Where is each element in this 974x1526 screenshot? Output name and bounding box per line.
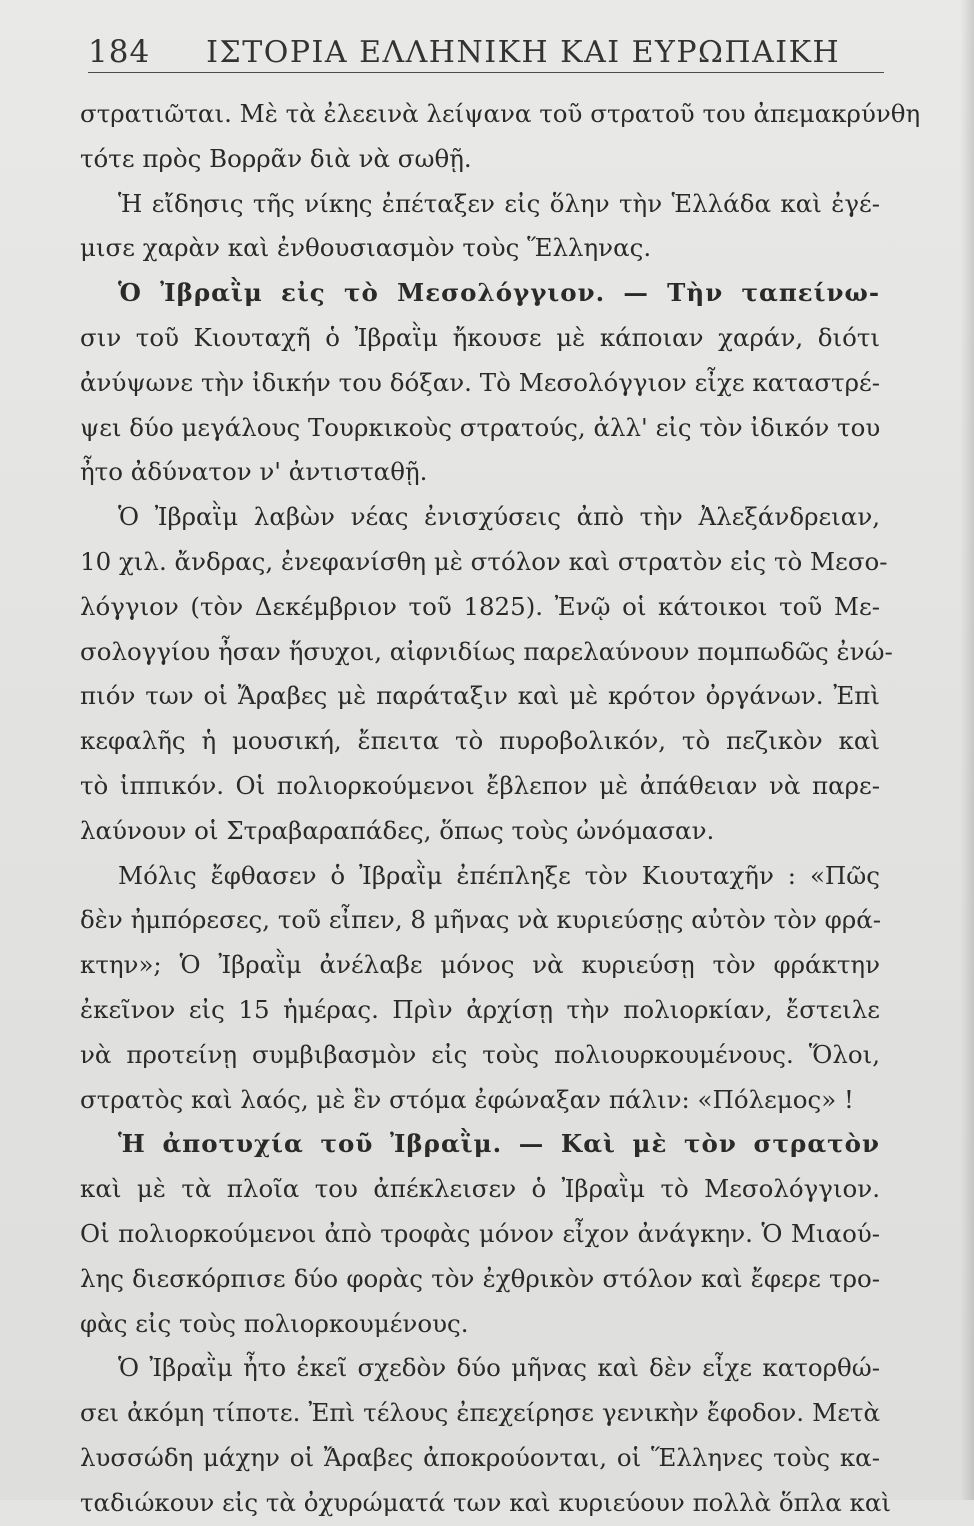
page-edge-shadow <box>960 0 974 1500</box>
text-line: κεφαλῆς ἡ μουσική, ἔπειτα τὸ πυροβολικόν, τὸ πεζικὸν καὶ <box>80 726 880 756</box>
text-line: νὰ προτείνῃ συμβιβασμὸν εἰς τοὺς πολιουρκουμένους. Ὅλοι, <box>80 1039 880 1069</box>
text-line: σιν τοῦ Κιουταχῆ ὁ Ἰβραῒμ ἤκουσε μὲ κάποιαν χαράν, διότι <box>80 322 880 352</box>
text-line: λαύνουν οἱ Στραβαραπάδες, ὅπως τοὺς ὠνόμασαν. <box>80 815 715 845</box>
text-line: λυσσώδη μάχην οἱ Ἄραβες ἀποκρούονται, οἱ Ἕλληνες τοὺς κα- <box>80 1442 880 1472</box>
text-line: Ἡ εἴδησις τῆς νίκης ἐπέταξεν εἰς ὅλην τὴν Ἑλλάδα καὶ ἐγέ- <box>118 188 880 218</box>
text-line: τότε πρὸς Βορρᾶν διὰ νὰ σωθῇ. <box>80 143 472 173</box>
text-line: σει ἀκόμη τίποτε. Ἐπὶ τέλους ἐπεχείρησε γενικὴν ἔφοδον. Μετὰ <box>80 1398 880 1428</box>
header-rule <box>88 72 884 73</box>
text-line: λόγγιον (τὸν Δεκέμβριον τοῦ 1825). Ἐνῷ οἱ κάτοικοι τοῦ Με- <box>80 591 880 621</box>
text-line: μισε χαρὰν καὶ ἐνθουσιασμὸν τοὺς Ἕλληνας. <box>80 233 652 263</box>
text-line: πιόν των οἱ Ἄραβες μὲ παράταξιν καὶ μὲ κρότον ὀργάνων. Ἐπὶ <box>80 681 880 711</box>
body-text <box>80 92 921 1526</box>
text-line: ψει δύο μεγάλους Τουρκικοὺς στρατούς, ἀλλ' εἰς τὸν ἰδικόν του <box>80 412 881 442</box>
text-line: σολογγίου ἦσαν ἥσυχοι, αἰφνιδίως παρελαύνουν πομπωδῶς ἐνώ- <box>80 636 893 666</box>
section-heading-line: Ὁ Ἰβραῒμ εἰς τὸ Μεσολόγγιον. — Τὴν ταπείνω- <box>118 278 880 308</box>
text-line: Ὁ Ἰβραῒμ λαβὼν νέας ἐνισχύσεις ἀπὸ τὴν Ἀλεξάνδρειαν, <box>118 502 880 532</box>
text-line: τὸ ἱππικόν. Οἱ πολιορκούμενοι ἔβλεπον μὲ ἀπάθειαν νὰ παρε- <box>80 770 880 800</box>
text-line: δὲν ἠμπόρεσες, τοῦ εἶπεν, 8 μῆνας νὰ κυριεύσῃς αὐτὸν τὸν φρά- <box>80 905 882 935</box>
text-line: στρατὸς καὶ λαός, μὲ ἓν στόμα ἐφώναξαν πάλιν: «Πόλεμος» ! <box>80 1084 854 1114</box>
text-line: Μόλις ἔφθασεν ὁ Ἰβραῒμ ἐπέπληξε τὸν Κιουταχῆν : «Πῶς <box>118 860 880 890</box>
text-line: ἦτο ἀδύνατον ν' ἀντισταθῇ. <box>80 457 428 487</box>
text-line: φὰς εἰς τοὺς πολιορκουμένους. <box>80 1308 469 1338</box>
text-line: ἐκεῖνον εἰς 15 ἡμέρας. Πρὶν ἀρχίσῃ τὴν πολιορκίαν, ἔστειλε <box>80 994 880 1024</box>
text-line: Ὁ Ἰβραῒμ ἦτο ἐκεῖ σχεδὸν δύο μῆνας καὶ δὲν εἶχε κατορθώ- <box>118 1353 880 1383</box>
text-line: λης διεσκόρπισε δύο φορὰς τὸν ἐχθρικὸν στόλον καὶ ἔφερε τρο- <box>80 1263 880 1293</box>
text-line: στρατιῶται. Μὲ τὰ ἐλεεινὰ λείψανα τοῦ στρατοῦ του ἀπεμακρύνθη <box>80 99 921 128</box>
text-line: Οἱ πολιορκούμενοι ἀπὸ τροφὰς μόνον εἶχον ἀνάγκην. Ὁ Μιαού- <box>80 1218 880 1248</box>
running-title: ΙΣΤΟΡΙΑ ΕΛΛΗΝΙΚΗ ΚΑΙ ΕΥΡΩΠΑΙΚΗ <box>206 35 841 70</box>
section-heading-line: Ἡ ἀποτυχία τοῦ Ἰβραῒμ. — Καὶ μὲ τὸν στρατὸν <box>118 1129 880 1159</box>
text-line: ἀνύψωνε τὴν ἰδικήν του δόξαν. Τὸ Μεσολόγγιον εἶχε καταστρέ- <box>80 367 880 397</box>
text-line: 10 χιλ. ἄνδρας, ἐνεφανίσθη μὲ στόλον καὶ στρατὸν εἰς τὸ Μεσο- <box>80 546 888 576</box>
text-line: ταδιώκουν εἰς τὰ ὀχυρώματά των καὶ κυριεύουν πολλὰ ὅπλα καὶ <box>80 1487 892 1517</box>
page-header <box>88 26 884 70</box>
text-line: καὶ μὲ τὰ πλοῖα του ἀπέκλεισεν ὁ Ἰβραῒμ τὸ Μεσολόγγιον. <box>80 1174 880 1204</box>
page-number: 184 <box>88 34 151 70</box>
text-line: κτην»; Ὁ Ἰβραῒμ ἀνέλαβε μόνος νὰ κυριεύσῃ τὸν φράκτην <box>80 950 880 980</box>
